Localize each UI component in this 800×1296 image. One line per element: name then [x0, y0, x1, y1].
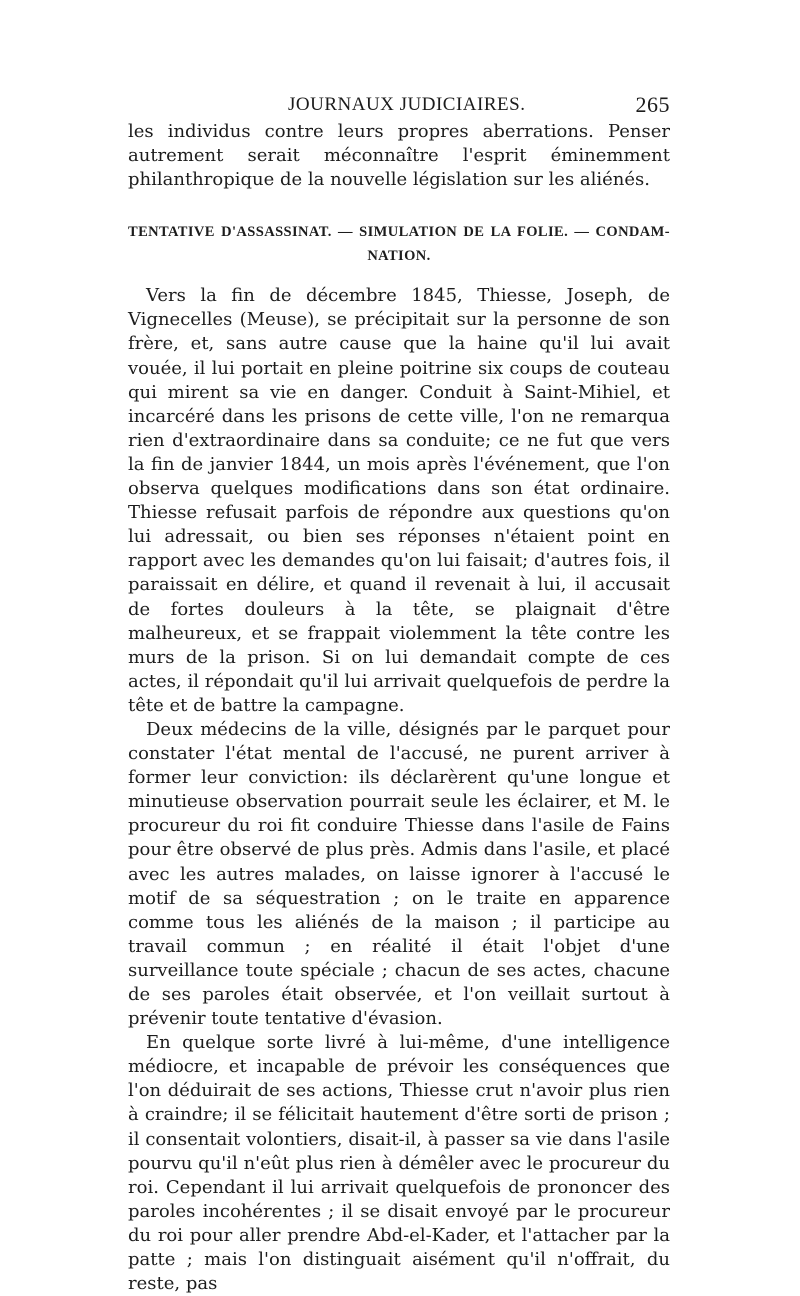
paragraph-continuation: les individus contre leurs propres aberrations. Penser autrement serait méconnaître l'esprit éminemment philanthropique de la nouvelle législation sur les aliénés.	[128, 121, 670, 191]
section-heading-line-1: TENTATIVE D'ASSASSINAT. — SIMULATION DE LA FOLIE. — CONDAM-	[128, 224, 670, 241]
running-title: JOURNAUX JUDICIAIRES.	[288, 94, 526, 115]
paragraph: Vers la fin de décembre 1845, Thiesse, Joseph, de Vignecelles (Meuse), se précipitait sur la personne de son frère, et, sans autre cause que la haine qu'il lui avait vouée, il lui portait en pleine poitrine six coups de couteau qui mirent sa vie en danger. Conduit à Saint-Mihiel, et incarcéré dans les prisons de cette ville, l'on ne remarqua rien d'extraordinaire dans sa conduite; ce ne fut que vers la fin de janvier 1844, un mois après l'événement, que l'on observa quelques modifications dans son état ordinaire. Thiesse refusait parfois de répondre aux questions qu'on lui adressait, ou bien ses réponses n'étaient point en rapport avec les demandes qu'on lui faisait; d'autres fois, il paraissait en délire, et quand il revenait à lui, il accusait de fortes douleurs à la tête, se plaignait d'être malheureux, et se frappait violemment la tête contre les murs de la prison. Si on lui demandait compte de ces actes, il répondait qu'il lui arrivait quelquefois de perdre la tête et de battre la campagne.	[128, 285, 670, 716]
body-text	[128, 120, 670, 1296]
running-head	[128, 90, 670, 120]
paragraph: Deux médecins de la ville, désignés par le parquet pour constater l'état mental de l'accusé, ne purent arriver à former leur conviction: ils déclarèrent qu'une longue et minutieuse observation pourrait seule les éclairer, et M. le procureur du roi fit conduire Thiesse dans l'asile de Fains pour être observé de plus près. Admis dans l'asile, et placé avec les autres malades, on laisse ignorer à l'accusé le motif de sa séquestration ; on le traite en apparence comme tous les aliénés de la maison ; il participe au travail commun ; en réalité il était l'objet d'une surveillance toute spéciale ; chacun de ses actes, chacune de ses paroles était observée, et l'on veillait surtout à prévenir toute tentative d'évasion.	[128, 718, 670, 1030]
book-page	[128, 90, 670, 1296]
page-number: 265	[635, 92, 670, 117]
paragraph: En quelque sorte livré à lui-même, d'une intelligence médiocre, et incapable de prévoir les conséquences que l'on déduirait de ses actions, Thiesse crut n'avoir plus rien à craindre; il se félicitait hautement d'être sorti de prison ; il consentait volontiers, disait-il, à passer sa vie dans l'asile pourvu qu'il n'eût plus rien à démêler avec le procureur du roi. Cependant il lui arrivait quelquefois de prononcer des paroles incohérentes ; il se disait envoyé par le procureur du roi pour aller prendre Abd-el-Kader, et l'attacher par la patte ; mais l'on distinguait aisément qu'il n'offrait, du reste, pas	[128, 1032, 670, 1295]
section-heading	[128, 220, 670, 268]
section-heading-line-2: NATION.	[367, 248, 431, 265]
